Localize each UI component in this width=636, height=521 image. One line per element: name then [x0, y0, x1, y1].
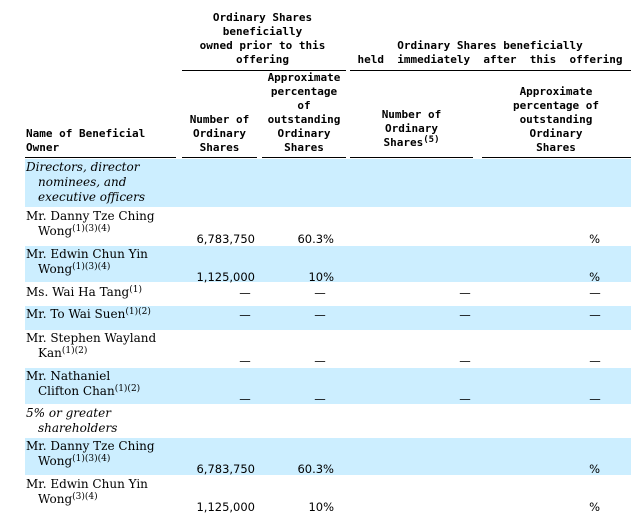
- section-line: executive officers: [38, 190, 146, 204]
- header-after-line: held immediately after this offering: [357, 53, 623, 66]
- header-name-line: Name of Beneficial: [26, 127, 146, 140]
- prior-shares-cell: 1,125,000: [196, 500, 255, 514]
- prior-shares-cell: —: [239, 392, 251, 406]
- prior-percent-cell: —: [314, 354, 326, 368]
- owner-name-line2: [26, 307, 186, 322]
- header-line: Shares: [536, 141, 576, 154]
- after-percent-cell: —: [589, 354, 601, 368]
- header-line: Ordinary: [277, 127, 331, 140]
- table-row-name: [26, 209, 186, 239]
- header-prior-line: beneficially: [222, 25, 303, 38]
- prior-percent-cell: —: [314, 286, 326, 300]
- prior-percent-cell: 10%: [308, 500, 334, 514]
- after-shares-cell: —: [459, 354, 471, 368]
- table-row-name: [26, 307, 186, 322]
- header-line: Ordinary: [193, 127, 246, 140]
- footnote-ref: (1)(2): [125, 307, 151, 317]
- footnote-ref: (1)(2): [114, 384, 141, 394]
- owner-name-text: Ms. Wai Ha Tang: [26, 285, 130, 299]
- owner-name-text: Wong: [38, 224, 73, 238]
- owner-name-text: Wong: [38, 492, 73, 506]
- owner-name-line2: [26, 346, 186, 361]
- after-percent-cell: —: [589, 308, 601, 322]
- rule-col-after-percent: [482, 157, 631, 158]
- after-percent-cell: %: [589, 232, 600, 246]
- rule-col-name: [25, 157, 176, 158]
- prior-shares-cell: —: [239, 286, 251, 300]
- table-row-name: [26, 369, 186, 399]
- header-prior-line: Ordinary Shares: [212, 11, 313, 24]
- header-prior-percent: [262, 71, 346, 155]
- after-shares-cell: —: [459, 392, 471, 406]
- after-percent-cell: %: [589, 500, 600, 514]
- section-line: shareholders: [38, 421, 118, 435]
- owner-name-line1: Mr. Stephen Wayland: [26, 331, 157, 345]
- prior-percent-cell: 60.3%: [297, 232, 334, 246]
- footnote-ref: (5): [423, 135, 440, 145]
- after-shares-cell: —: [459, 308, 471, 322]
- header-prior-line: owned prior to this: [199, 39, 326, 52]
- header-line-text: Shares: [383, 136, 424, 149]
- header-after-group: [350, 39, 630, 67]
- footnote-ref: (1)(3)(4): [72, 224, 111, 234]
- footnote-ref: (1): [129, 285, 142, 295]
- table-row-name: [26, 439, 186, 469]
- prior-shares-cell: —: [239, 308, 251, 322]
- section-directors: [26, 160, 186, 205]
- owner-name-line1: Mr. Nathaniel: [26, 369, 111, 383]
- header-line: percentage of: [512, 99, 600, 112]
- header-line: percentage: [270, 85, 338, 98]
- owner-name-line1: Mr. Danny Tze Ching: [26, 209, 155, 223]
- table-row-name: [26, 331, 186, 361]
- header-line: [350, 136, 473, 150]
- rule-col-prior-number: [182, 157, 257, 158]
- after-percent-cell: —: [589, 286, 601, 300]
- footnote-ref: (3)(4): [72, 492, 98, 502]
- rule-col-prior-percent: [262, 157, 346, 158]
- rule-after-group: [350, 70, 631, 71]
- header-line: of: [297, 99, 311, 112]
- header-after-number: [350, 108, 473, 150]
- owner-name-text: Clifton Chan: [38, 384, 115, 398]
- owner-name-text: Wong: [38, 262, 73, 276]
- prior-percent-cell: —: [314, 392, 326, 406]
- header-line: Number of: [189, 113, 250, 126]
- header-name-line: Owner: [26, 141, 60, 154]
- owner-name-line2: [26, 224, 186, 239]
- owner-name-line1: Mr. Edwin Chun Yin: [26, 477, 148, 491]
- owner-name-line2: [26, 384, 186, 399]
- header-prior-group: [180, 11, 345, 67]
- owner-name-line2: [26, 492, 186, 507]
- prior-shares-cell: 1,125,000: [196, 270, 255, 284]
- owner-name-text: Wong: [38, 454, 73, 468]
- footnote-ref: (1)(2): [61, 346, 88, 356]
- prior-shares-cell: 6,783,750: [196, 232, 255, 246]
- header-line: Ordinary: [529, 127, 583, 140]
- header-line: Shares: [199, 141, 240, 154]
- header-line: Ordinary: [385, 122, 438, 135]
- prior-percent-cell: 60.3%: [297, 462, 334, 476]
- owner-name-line2: [26, 454, 186, 469]
- header-after-line: Ordinary Shares beneficially: [397, 39, 583, 52]
- footnote-ref: (1)(3)(4): [72, 454, 111, 464]
- header-prior-line: offering: [236, 53, 289, 66]
- header-line: Approximate: [519, 85, 593, 98]
- owner-name-text: Mr. To Wai Suen: [26, 307, 126, 321]
- owner-name-line2: [26, 285, 186, 300]
- prior-percent-cell: 10%: [308, 270, 334, 284]
- section-5pct: [26, 406, 186, 436]
- header-prior-number: [182, 113, 257, 155]
- table-row-name: [26, 247, 186, 277]
- header-line: outstanding: [519, 113, 593, 126]
- owner-name-line1: Mr. Danny Tze Ching: [26, 439, 155, 453]
- owner-name-line1: Mr. Edwin Chun Yin: [26, 247, 148, 261]
- after-percent-cell: —: [589, 392, 601, 406]
- after-percent-cell: %: [589, 270, 600, 284]
- header-line: Shares: [284, 141, 324, 154]
- header-line: Approximate: [267, 71, 341, 84]
- after-shares-cell: —: [459, 286, 471, 300]
- section-line: nominees, and: [38, 175, 127, 189]
- section-line: Directors, director: [26, 160, 140, 174]
- header-line: Number of: [381, 108, 442, 121]
- owner-name-line2: [26, 262, 186, 277]
- section-line: 5% or greater: [26, 406, 111, 420]
- footnote-ref: (1)(3)(4): [72, 262, 111, 272]
- header-line: outstanding: [267, 113, 341, 126]
- owner-name-text: Kan: [38, 346, 62, 360]
- prior-shares-cell: 6,783,750: [196, 462, 255, 476]
- after-percent-cell: %: [589, 462, 600, 476]
- header-after-percent: [482, 85, 630, 155]
- table-row-name: [26, 477, 186, 507]
- prior-percent-cell: —: [314, 308, 326, 322]
- rule-col-after-number: [350, 157, 473, 158]
- prior-shares-cell: —: [239, 354, 251, 368]
- table-row-name: [26, 285, 186, 300]
- header-name-col: [26, 127, 181, 155]
